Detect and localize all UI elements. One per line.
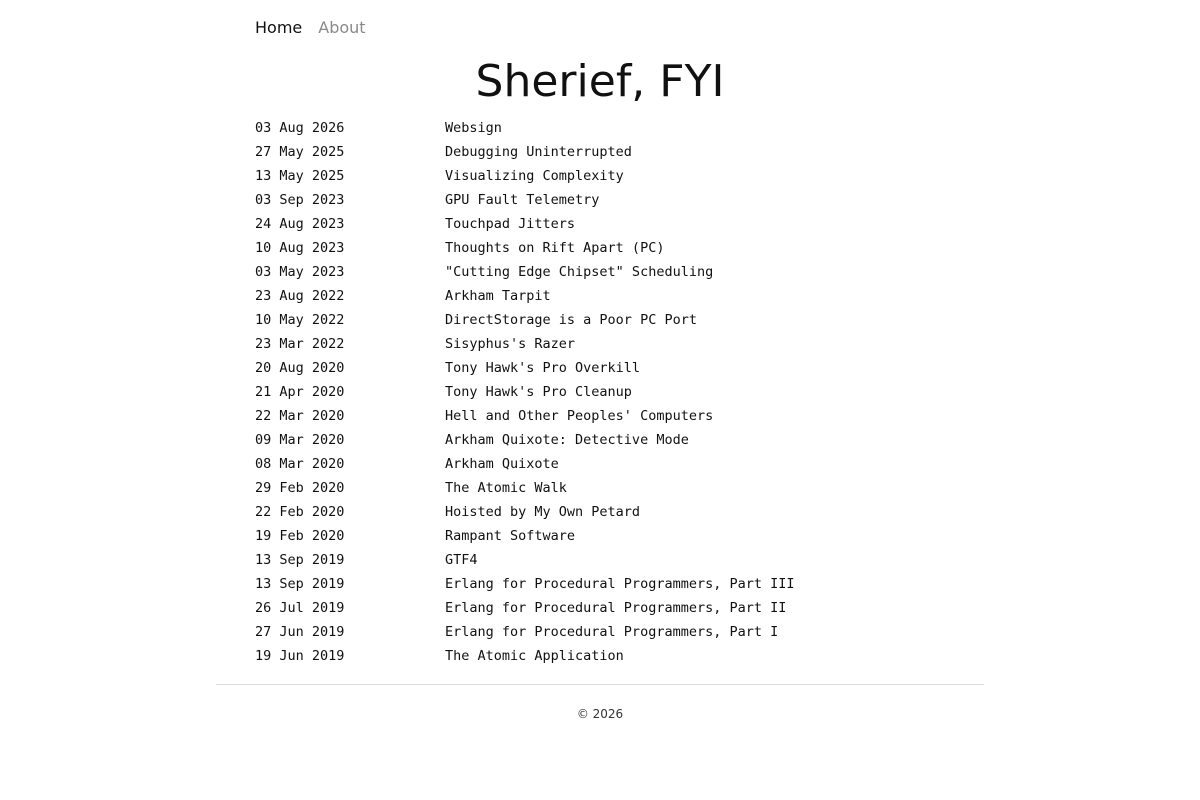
post-date: 22 Feb 2020 [255,504,345,520]
post-row [255,140,985,164]
post-date: 23 Mar 2022 [255,336,345,352]
post-row [255,212,985,236]
post-date: 24 Aug 2023 [255,216,345,232]
post-row [255,188,985,212]
post-row [255,260,985,284]
post-title-link[interactable]: Arkham Quixote [445,456,559,472]
post-date: 27 Jun 2019 [255,624,345,640]
post-row [255,116,985,140]
post-row [255,644,985,668]
post-date: 19 Feb 2020 [255,528,345,544]
post-date: 26 Jul 2019 [255,600,345,616]
post-title-link[interactable]: Tony Hawk's Pro Cleanup [445,384,632,400]
post-date: 29 Feb 2020 [255,480,345,496]
post-list [255,116,985,668]
post-title-link[interactable]: "Cutting Edge Chipset" Scheduling [445,264,714,280]
post-row [255,500,985,524]
post-title-link[interactable]: The Atomic Walk [445,480,567,496]
post-date: 13 Sep 2019 [255,552,345,568]
post-date: 09 Mar 2020 [255,432,345,448]
post-row [255,596,985,620]
post-title-link[interactable]: DirectStorage is a Poor PC Port [445,312,697,328]
footer-copyright: © 2026 [576,707,624,721]
post-title-link[interactable]: Rampant Software [445,528,576,544]
post-row [255,284,985,308]
post-row [255,620,985,644]
post-row [255,548,985,572]
post-row [255,380,985,404]
post-row [255,356,985,380]
post-row [255,308,985,332]
post-date: 27 May 2025 [255,144,345,160]
post-row [255,332,985,356]
post-title-link[interactable]: Arkham Tarpit [445,288,551,304]
footer-divider [216,684,984,685]
post-title-link[interactable]: Debugging Uninterrupted [445,144,632,160]
post-title-link[interactable]: The Atomic Application [445,648,624,664]
post-title-link[interactable]: Erlang for Procedural Programmers, Part II [445,600,787,616]
post-title-link[interactable]: Touchpad Jitters [445,216,576,232]
post-row [255,524,985,548]
post-title-link[interactable]: Visualizing Complexity [445,168,624,184]
post-row [255,476,985,500]
post-date: 03 Sep 2023 [255,192,345,208]
post-title-link[interactable]: Hoisted by My Own Petard [445,504,641,520]
post-title-link[interactable]: Sisyphus's Razer [445,336,576,352]
post-date: 13 May 2025 [255,168,345,184]
nav-link-home[interactable]: Home [255,18,303,37]
post-date: 03 Aug 2026 [255,120,345,136]
post-row [255,236,985,260]
post-title-link[interactable]: Erlang for Procedural Programmers, Part III [445,576,795,592]
post-row [255,164,985,188]
post-title-link[interactable]: Erlang for Procedural Programmers, Part I [445,624,779,640]
site-title: Sherief, FYI [475,56,725,107]
post-title-link[interactable]: GPU Fault Telemetry [445,192,600,208]
post-date: 10 Aug 2023 [255,240,345,256]
post-date: 21 Apr 2020 [255,384,345,400]
post-title-link[interactable]: Websign [445,120,502,136]
post-title-link[interactable]: Tony Hawk's Pro Overkill [445,360,641,376]
nav-link-about[interactable]: About [318,18,366,37]
post-date: 22 Mar 2020 [255,408,345,424]
post-row [255,428,985,452]
post-row [255,404,985,428]
post-title-link[interactable]: Arkham Quixote: Detective Mode [445,432,689,448]
post-title-link[interactable]: GTF4 [445,552,478,568]
post-date: 19 Jun 2019 [255,648,345,664]
post-date: 10 May 2022 [255,312,345,328]
post-row [255,572,985,596]
post-date: 13 Sep 2019 [255,576,345,592]
top-nav [255,18,366,38]
post-row [255,452,985,476]
post-date: 08 Mar 2020 [255,456,345,472]
post-date: 20 Aug 2020 [255,360,345,376]
post-date: 03 May 2023 [255,264,345,280]
post-title-link[interactable]: Thoughts on Rift Apart (PC) [445,240,665,256]
post-title-link[interactable]: Hell and Other Peoples' Computers [445,408,714,424]
post-date: 23 Aug 2022 [255,288,345,304]
